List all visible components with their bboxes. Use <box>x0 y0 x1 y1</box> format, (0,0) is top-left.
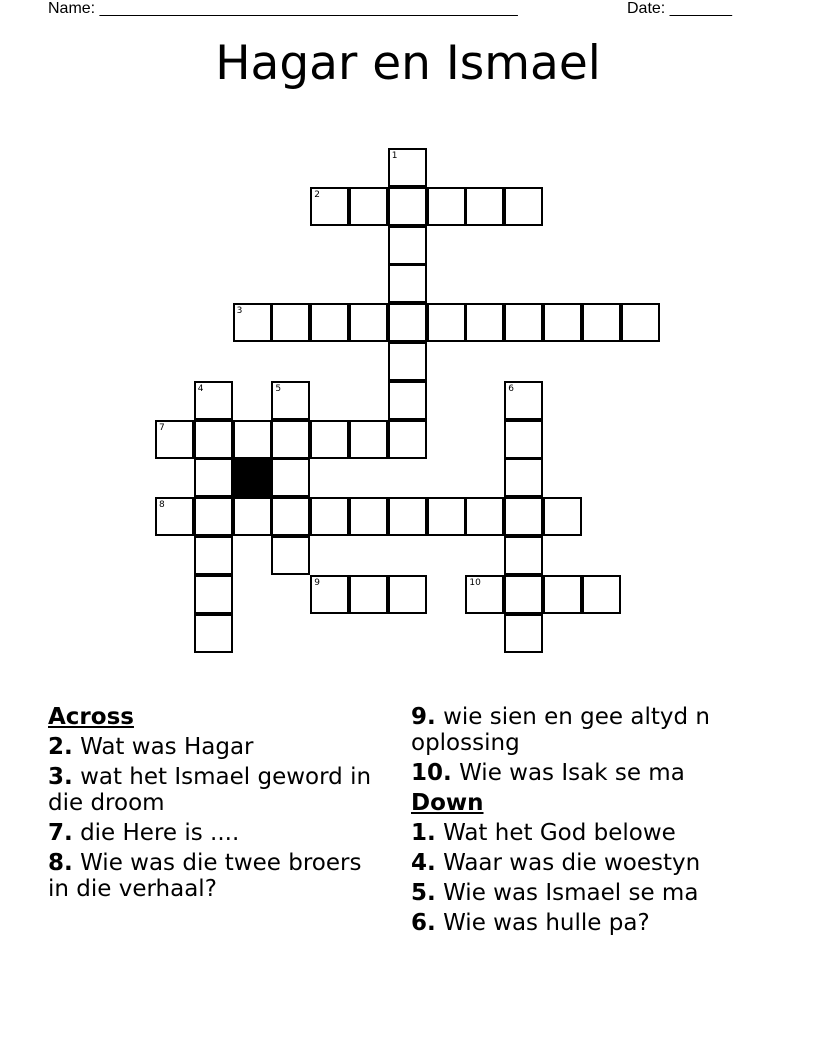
crossword-cell[interactable] <box>465 575 504 614</box>
crossword-cell[interactable] <box>504 497 543 536</box>
clue-text: die Here is .... <box>80 820 240 846</box>
cell-number: 8 <box>159 500 165 511</box>
clue-across-2 <box>48 734 378 760</box>
crossword-cell[interactable] <box>233 497 272 536</box>
crossword-cell[interactable] <box>388 497 427 536</box>
cell-number: 10 <box>469 577 481 588</box>
clue-text: Wat was Hagar <box>80 734 254 760</box>
clue-across-7 <box>48 820 378 846</box>
crossword-cell[interactable] <box>504 381 543 420</box>
crossword-cell[interactable] <box>310 303 349 342</box>
crossword-cell[interactable] <box>388 148 427 187</box>
crossword-cell[interactable] <box>465 497 504 536</box>
clue-text: Wie was Ismael se ma <box>443 880 699 906</box>
crossword-cell[interactable] <box>233 420 272 459</box>
clues-right-column <box>411 704 751 940</box>
crossword-cell[interactable] <box>271 536 310 575</box>
crossword-cell[interactable] <box>504 420 543 459</box>
crossword-cell[interactable] <box>465 303 504 342</box>
down-heading: Down <box>411 790 484 816</box>
clue-number: 9. <box>411 704 436 730</box>
crossword-cell[interactable] <box>582 575 621 614</box>
clue-text: wie sien en gee altyd n oplossing <box>411 704 710 756</box>
cell-number: 1 <box>391 151 398 161</box>
crossword-cell[interactable] <box>194 381 233 420</box>
crossword-cell[interactable] <box>194 575 233 614</box>
clue-across-10 <box>411 760 751 786</box>
crossword-cell[interactable] <box>271 497 310 536</box>
crossword-cell[interactable] <box>427 497 466 536</box>
cell-number: 3 <box>236 306 243 317</box>
crossword-cell[interactable] <box>310 420 349 459</box>
clue-number: 3. <box>48 764 73 790</box>
crossword-cell[interactable] <box>543 575 582 614</box>
crossword-cell[interactable] <box>427 303 466 342</box>
crossword-cell[interactable] <box>504 536 543 575</box>
crossword-cell[interactable] <box>504 303 543 342</box>
page-title: Hagar en Ismael <box>215 36 601 91</box>
clue-number: 1. <box>411 820 436 846</box>
cell-number: 4 <box>197 383 204 394</box>
crossword-cell[interactable] <box>388 420 427 459</box>
clues-left-column <box>48 704 378 906</box>
crossword-cell[interactable] <box>271 420 310 459</box>
crossword-cell[interactable] <box>310 187 349 226</box>
clue-across-3 <box>48 764 378 816</box>
cell-number: 5 <box>275 383 282 394</box>
crossword-cell[interactable] <box>349 187 388 226</box>
crossword-cell[interactable] <box>388 303 427 342</box>
clue-text: Wie was hulle pa? <box>443 910 650 936</box>
clue-text: Wat het God belowe <box>443 820 676 846</box>
crossword-cell[interactable] <box>504 614 543 653</box>
crossword-cell[interactable] <box>504 575 543 614</box>
name-field[interactable]: Name: _______________________________________________ <box>48 0 518 17</box>
clue-number: 2. <box>48 734 73 760</box>
crossword-cell[interactable] <box>271 303 310 342</box>
cell-number: 2 <box>314 189 320 200</box>
crossword-cell[interactable] <box>310 497 349 536</box>
crossword-cell[interactable] <box>349 420 388 459</box>
crossword-cell[interactable] <box>388 187 427 226</box>
clue-text: Wie was die twee broers in die verhaal? <box>48 850 362 902</box>
clue-down-1 <box>411 820 751 846</box>
crossword-block-cell <box>233 458 272 497</box>
crossword-cell[interactable] <box>155 420 194 459</box>
crossword-cell[interactable] <box>194 614 233 653</box>
crossword-cell[interactable] <box>194 497 233 536</box>
clue-down-5 <box>411 880 751 906</box>
clue-number: 8. <box>48 850 73 876</box>
crossword-cell[interactable] <box>388 381 427 420</box>
clue-text: Wie was Isak se ma <box>459 760 685 786</box>
clue-text: wat het Ismael geword in die droom <box>48 764 372 816</box>
clue-number: 7. <box>48 820 73 846</box>
clue-across-9 <box>411 704 751 756</box>
clue-text: Waar was die woestyn <box>443 850 701 876</box>
crossword-cell[interactable] <box>621 303 660 342</box>
clue-across-8 <box>48 850 378 902</box>
crossword-cell[interactable] <box>465 187 504 226</box>
cell-number: 7 <box>159 422 165 433</box>
crossword-cell[interactable] <box>388 342 427 381</box>
crossword-cell[interactable] <box>504 458 543 497</box>
crossword-cell[interactable] <box>233 303 272 342</box>
crossword-cell[interactable] <box>349 497 388 536</box>
date-field[interactable]: Date: _______ <box>627 0 732 17</box>
crossword-cell[interactable] <box>271 381 310 420</box>
crossword-cell[interactable] <box>194 420 233 459</box>
crossword-cell[interactable] <box>310 575 349 614</box>
clue-down-6 <box>411 910 751 936</box>
crossword-cell[interactable] <box>388 264 427 303</box>
crossword-cell[interactable] <box>543 303 582 342</box>
cell-number: 6 <box>508 383 514 394</box>
crossword-cell[interactable] <box>504 187 543 226</box>
cell-number: 9 <box>314 577 320 588</box>
crossword-cell[interactable] <box>271 458 310 497</box>
crossword-cell[interactable] <box>388 226 427 265</box>
crossword-cell[interactable] <box>427 187 466 226</box>
clue-down-4 <box>411 850 751 876</box>
crossword-cell[interactable] <box>155 497 194 536</box>
crossword-cell[interactable] <box>194 458 233 497</box>
crossword-cell[interactable] <box>582 303 621 342</box>
crossword-cell[interactable] <box>349 303 388 342</box>
crossword-cell[interactable] <box>543 497 582 536</box>
clue-number: 5. <box>411 880 436 906</box>
clue-number: 10. <box>411 760 452 786</box>
crossword-cell[interactable] <box>349 575 388 614</box>
clue-number: 4. <box>411 850 436 876</box>
crossword-cell[interactable] <box>388 575 427 614</box>
across-heading: Across <box>48 704 134 730</box>
clue-number: 6. <box>411 910 436 936</box>
crossword-cell[interactable] <box>194 536 233 575</box>
